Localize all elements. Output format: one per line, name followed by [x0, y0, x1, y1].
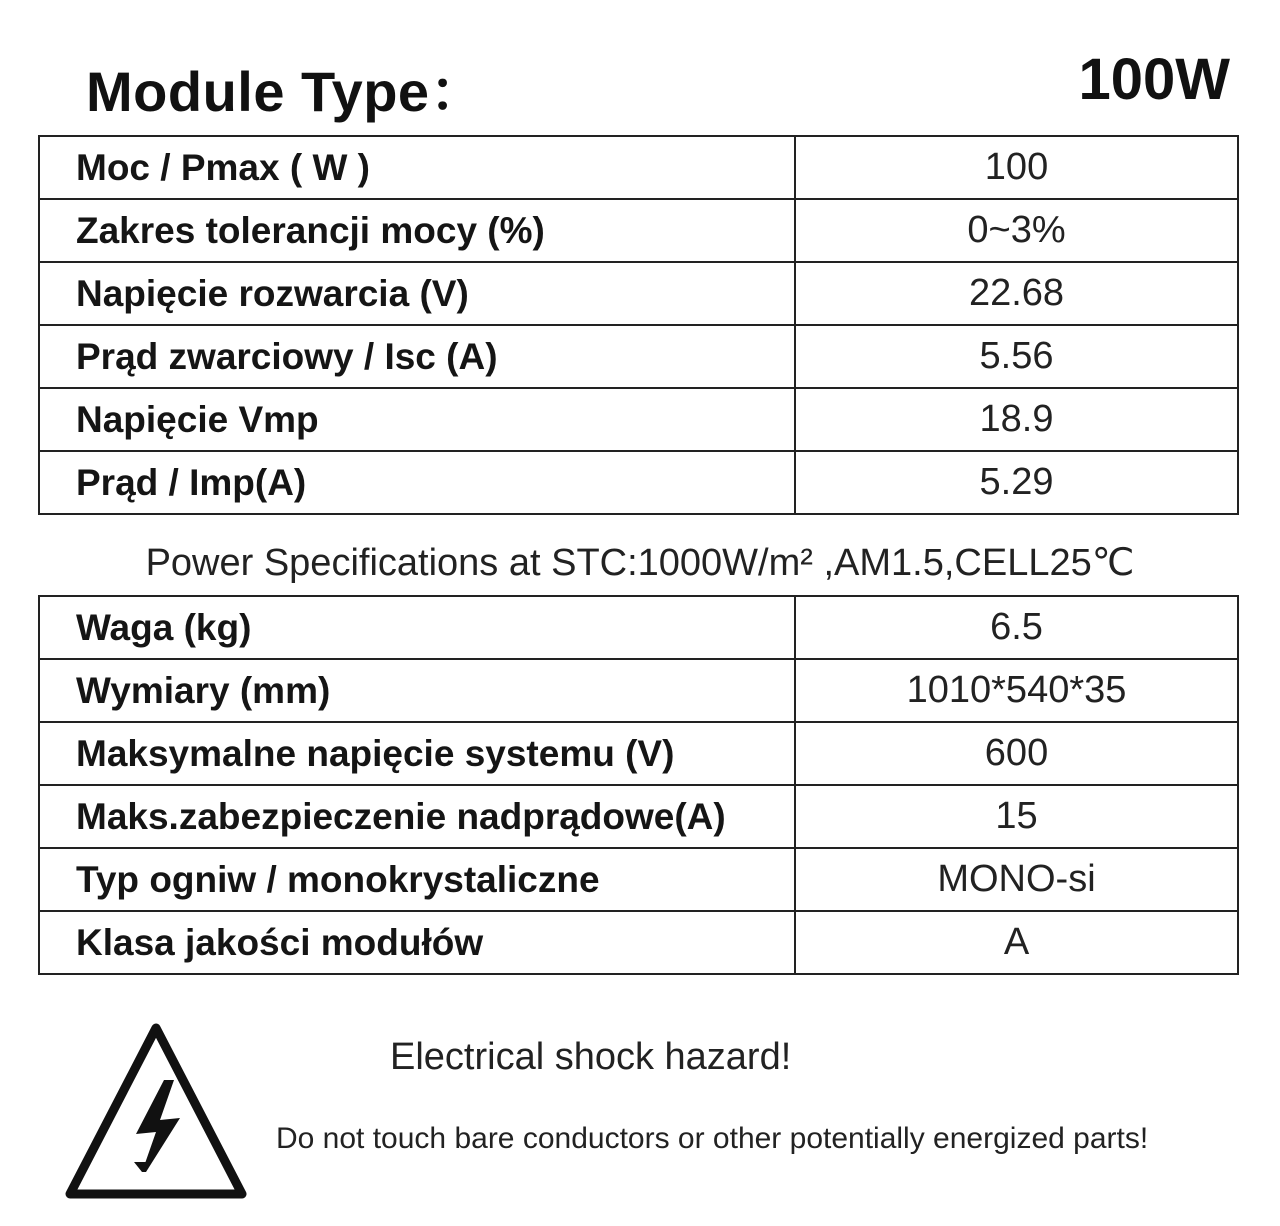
- spec-label: Waga (kg): [39, 596, 795, 659]
- physical-spec-table: [38, 595, 1239, 975]
- spec-label: Moc / Pmax ( W ): [39, 136, 795, 199]
- spec-value: 22.68: [795, 262, 1238, 325]
- table-row: [39, 596, 1238, 659]
- spec-value: 5.29: [795, 451, 1238, 514]
- module-power-rating: 100W: [1078, 47, 1230, 112]
- spec-value: MONO-si: [795, 848, 1238, 911]
- spec-label: Napięcie rozwarcia (V): [39, 262, 795, 325]
- table-row: [39, 911, 1238, 974]
- power-spec-table: [38, 135, 1239, 515]
- table-row: [39, 451, 1238, 514]
- module-type-title: Module Type：: [86, 60, 487, 123]
- table-row: [39, 262, 1238, 325]
- table-row: [39, 785, 1238, 848]
- spec-label: Zakres tolerancji mocy (%): [39, 199, 795, 262]
- spec-value: 100: [795, 136, 1238, 199]
- table-row: [39, 388, 1238, 451]
- spec-value: 6.5: [795, 596, 1238, 659]
- spec-label: Prąd / Imp(A): [39, 451, 795, 514]
- spec-value: 15: [795, 785, 1238, 848]
- table-row: [39, 659, 1238, 722]
- table-row: [39, 136, 1238, 199]
- high-voltage-warning-icon: [64, 1022, 248, 1200]
- spec-value: 600: [795, 722, 1238, 785]
- spec-value: 0~3%: [795, 199, 1238, 262]
- table-row: [39, 199, 1238, 262]
- table-row: [39, 325, 1238, 388]
- table-row: [39, 848, 1238, 911]
- spec-label: Napięcie Vmp: [39, 388, 795, 451]
- spec-label: Maksymalne napięcie systemu (V): [39, 722, 795, 785]
- spec-label: Typ ogniw / monokrystaliczne: [39, 848, 795, 911]
- spec-value: A: [795, 911, 1238, 974]
- spec-value: 1010*540*35: [795, 659, 1238, 722]
- spec-value: 5.56: [795, 325, 1238, 388]
- spec-label: Prąd zwarciowy / Isc (A): [39, 325, 795, 388]
- spec-value: 18.9: [795, 388, 1238, 451]
- spec-label: Maks.zabezpieczenie nadprądowe(A): [39, 785, 795, 848]
- table-row: [39, 722, 1238, 785]
- spec-label: Klasa jakości modułów: [39, 911, 795, 974]
- stc-note: Power Specifications at STC:1000W/m² ,AM1.5,CELL25℃: [145, 542, 1135, 584]
- hazard-text: Do not touch bare conductors or other potentially energized parts!: [276, 1122, 1149, 1155]
- hazard-title: Electrical shock hazard!: [390, 1036, 792, 1078]
- spec-label: Wymiary (mm): [39, 659, 795, 722]
